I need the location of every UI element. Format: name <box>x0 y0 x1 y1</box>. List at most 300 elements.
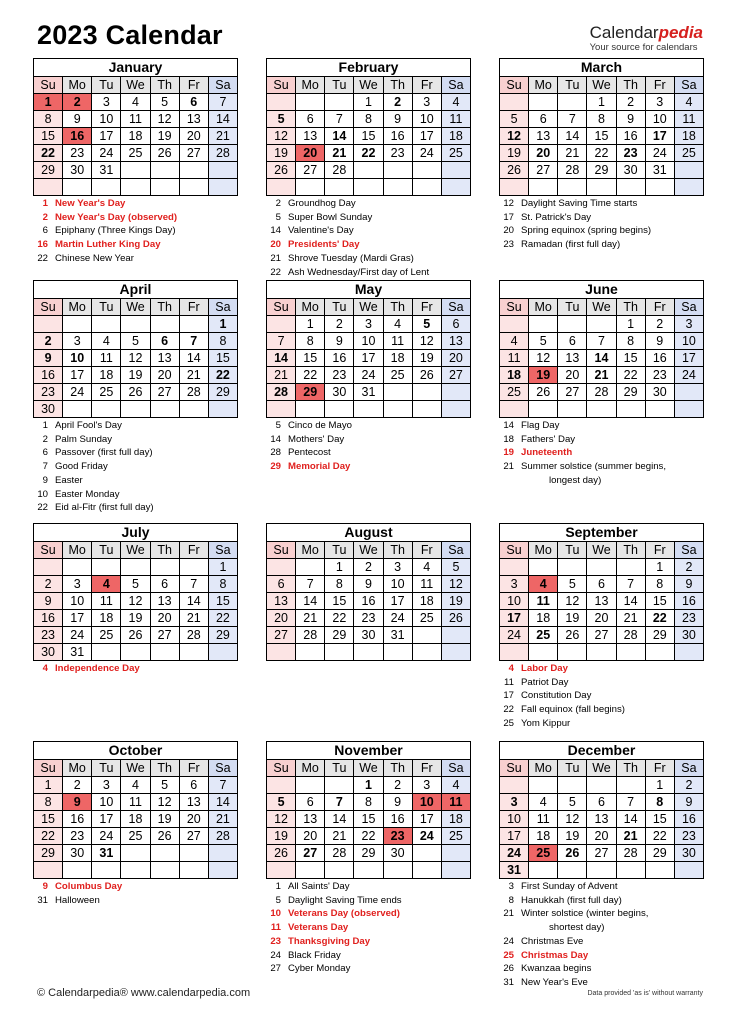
day-cell[interactable]: 3 <box>500 576 529 593</box>
day-cell[interactable]: 26 <box>500 162 529 179</box>
day-cell[interactable]: 18 <box>500 367 529 384</box>
day-cell[interactable]: 16 <box>617 128 646 145</box>
day-cell[interactable]: 22 <box>325 610 354 627</box>
day-cell[interactable]: 2 <box>384 777 413 794</box>
day-cell[interactable]: 27 <box>442 367 471 384</box>
day-cell[interactable]: 22 <box>587 145 616 162</box>
day-cell[interactable]: 28 <box>209 145 238 162</box>
day-cell[interactable]: 24 <box>63 627 92 644</box>
day-cell[interactable]: 4 <box>384 316 413 333</box>
day-cell[interactable]: 17 <box>63 610 92 627</box>
day-cell[interactable]: 12 <box>151 794 180 811</box>
day-cell[interactable]: 25 <box>442 828 471 845</box>
day-cell[interactable]: 22 <box>617 367 646 384</box>
day-cell[interactable]: 19 <box>267 828 296 845</box>
day-cell[interactable]: 30 <box>617 162 646 179</box>
day-cell[interactable]: 10 <box>92 794 121 811</box>
day-cell[interactable]: 28 <box>558 162 587 179</box>
day-cell[interactable]: 3 <box>92 777 121 794</box>
day-cell[interactable]: 19 <box>500 145 529 162</box>
day-cell[interactable]: 3 <box>384 559 413 576</box>
day-cell[interactable]: 13 <box>442 333 471 350</box>
day-cell[interactable]: 28 <box>617 845 646 862</box>
day-cell[interactable]: 3 <box>92 94 121 111</box>
day-cell[interactable]: 5 <box>121 576 150 593</box>
day-cell[interactable]: 13 <box>529 128 558 145</box>
day-cell[interactable]: 15 <box>209 350 238 367</box>
day-cell[interactable]: 8 <box>296 333 325 350</box>
day-cell[interactable]: 1 <box>354 777 383 794</box>
day-cell[interactable]: 16 <box>384 811 413 828</box>
day-cell[interactable]: 4 <box>442 777 471 794</box>
day-cell[interactable]: 21 <box>267 367 296 384</box>
day-cell[interactable]: 6 <box>296 794 325 811</box>
day-cell[interactable]: 13 <box>296 811 325 828</box>
day-cell[interactable]: 19 <box>558 610 587 627</box>
day-cell[interactable]: 25 <box>121 828 150 845</box>
day-cell[interactable]: 18 <box>529 828 558 845</box>
day-cell[interactable]: 28 <box>325 845 354 862</box>
day-cell[interactable]: 26 <box>151 828 180 845</box>
day-cell[interactable]: 10 <box>500 811 529 828</box>
day-cell[interactable]: 29 <box>209 384 238 401</box>
day-cell[interactable]: 21 <box>296 610 325 627</box>
day-cell[interactable]: 20 <box>151 610 180 627</box>
day-cell[interactable]: 1 <box>296 316 325 333</box>
day-cell[interactable]: 21 <box>325 145 354 162</box>
day-cell[interactable]: 31 <box>500 862 529 879</box>
day-cell[interactable]: 18 <box>413 593 442 610</box>
day-cell[interactable]: 14 <box>180 593 209 610</box>
day-cell[interactable]: 22 <box>34 828 63 845</box>
day-cell[interactable]: 23 <box>325 367 354 384</box>
day-cell[interactable]: 27 <box>587 845 616 862</box>
day-cell[interactable]: 28 <box>587 384 616 401</box>
day-cell[interactable]: 3 <box>675 316 704 333</box>
day-cell[interactable]: 29 <box>325 627 354 644</box>
day-cell[interactable]: 14 <box>558 128 587 145</box>
day-cell[interactable]: 23 <box>617 145 646 162</box>
day-cell[interactable]: 27 <box>151 627 180 644</box>
day-cell[interactable]: 10 <box>500 593 529 610</box>
day-cell[interactable]: 1 <box>354 94 383 111</box>
day-cell[interactable]: 15 <box>646 593 675 610</box>
day-cell[interactable]: 30 <box>675 627 704 644</box>
day-cell[interactable]: 26 <box>558 845 587 862</box>
day-cell[interactable]: 17 <box>413 811 442 828</box>
day-cell[interactable]: 15 <box>354 128 383 145</box>
day-cell[interactable]: 25 <box>92 384 121 401</box>
day-cell[interactable]: 3 <box>354 316 383 333</box>
day-cell[interactable]: 23 <box>354 610 383 627</box>
day-cell[interactable]: 31 <box>646 162 675 179</box>
day-cell[interactable]: 4 <box>500 333 529 350</box>
day-cell[interactable]: 6 <box>558 333 587 350</box>
day-cell[interactable]: 3 <box>413 94 442 111</box>
day-cell[interactable]: 19 <box>121 367 150 384</box>
day-cell[interactable]: 27 <box>267 627 296 644</box>
day-cell[interactable]: 2 <box>325 316 354 333</box>
day-cell[interactable]: 19 <box>442 593 471 610</box>
day-cell[interactable]: 11 <box>500 350 529 367</box>
day-cell[interactable]: 12 <box>151 111 180 128</box>
day-cell[interactable]: 30 <box>354 627 383 644</box>
day-cell[interactable]: 4 <box>442 94 471 111</box>
day-cell[interactable]: 9 <box>646 333 675 350</box>
day-cell[interactable]: 4 <box>121 777 150 794</box>
day-cell[interactable]: 1 <box>646 777 675 794</box>
day-cell[interactable]: 28 <box>617 627 646 644</box>
day-cell[interactable]: 16 <box>384 128 413 145</box>
day-cell[interactable]: 10 <box>354 333 383 350</box>
day-cell[interactable]: 6 <box>151 576 180 593</box>
day-cell[interactable]: 12 <box>267 811 296 828</box>
day-cell[interactable]: 31 <box>384 627 413 644</box>
day-cell[interactable]: 20 <box>558 367 587 384</box>
day-cell[interactable]: 1 <box>646 559 675 576</box>
day-cell[interactable]: 18 <box>675 128 704 145</box>
day-cell[interactable]: 12 <box>558 593 587 610</box>
day-cell[interactable]: 14 <box>617 593 646 610</box>
day-cell[interactable]: 25 <box>675 145 704 162</box>
day-cell[interactable]: 4 <box>413 559 442 576</box>
day-cell[interactable]: 18 <box>121 811 150 828</box>
day-cell[interactable]: 10 <box>384 576 413 593</box>
day-cell[interactable]: 7 <box>617 576 646 593</box>
day-cell[interactable]: 30 <box>34 644 63 661</box>
day-cell[interactable]: 29 <box>209 627 238 644</box>
day-cell[interactable]: 20 <box>267 610 296 627</box>
day-cell[interactable]: 6 <box>442 316 471 333</box>
day-cell[interactable]: 15 <box>587 128 616 145</box>
day-cell[interactable]: 10 <box>646 111 675 128</box>
day-cell[interactable]: 2 <box>63 777 92 794</box>
day-cell[interactable]: 23 <box>384 145 413 162</box>
day-cell[interactable]: 19 <box>121 610 150 627</box>
day-cell[interactable]: 4 <box>92 333 121 350</box>
day-cell[interactable]: 25 <box>413 610 442 627</box>
day-cell[interactable]: 16 <box>63 128 92 145</box>
day-cell[interactable]: 10 <box>63 350 92 367</box>
day-cell[interactable]: 31 <box>354 384 383 401</box>
day-cell[interactable]: 11 <box>442 794 471 811</box>
day-cell[interactable]: 29 <box>646 845 675 862</box>
day-cell[interactable]: 28 <box>209 828 238 845</box>
day-cell[interactable]: 28 <box>267 384 296 401</box>
day-cell[interactable]: 14 <box>325 811 354 828</box>
day-cell[interactable]: 12 <box>267 128 296 145</box>
day-cell[interactable]: 12 <box>413 333 442 350</box>
day-cell[interactable]: 17 <box>92 811 121 828</box>
day-cell[interactable]: 23 <box>675 610 704 627</box>
day-cell[interactable]: 11 <box>413 576 442 593</box>
day-cell[interactable]: 30 <box>384 845 413 862</box>
day-cell[interactable]: 16 <box>675 593 704 610</box>
day-cell[interactable]: 20 <box>587 610 616 627</box>
day-cell[interactable]: 13 <box>180 111 209 128</box>
day-cell[interactable]: 12 <box>442 576 471 593</box>
day-cell[interactable]: 1 <box>34 777 63 794</box>
day-cell[interactable]: 15 <box>209 593 238 610</box>
day-cell[interactable]: 22 <box>209 610 238 627</box>
day-cell[interactable]: 18 <box>529 610 558 627</box>
day-cell[interactable]: 8 <box>354 111 383 128</box>
day-cell[interactable]: 9 <box>63 794 92 811</box>
day-cell[interactable]: 31 <box>92 845 121 862</box>
day-cell[interactable]: 27 <box>180 145 209 162</box>
day-cell[interactable]: 24 <box>354 367 383 384</box>
day-cell[interactable]: 13 <box>267 593 296 610</box>
day-cell[interactable]: 1 <box>34 94 63 111</box>
day-cell[interactable]: 16 <box>63 811 92 828</box>
day-cell[interactable]: 6 <box>296 111 325 128</box>
day-cell[interactable]: 17 <box>675 350 704 367</box>
day-cell[interactable]: 28 <box>296 627 325 644</box>
day-cell[interactable]: 24 <box>500 627 529 644</box>
day-cell[interactable]: 7 <box>180 333 209 350</box>
day-cell[interactable]: 16 <box>34 367 63 384</box>
day-cell[interactable]: 11 <box>529 811 558 828</box>
day-cell[interactable]: 2 <box>646 316 675 333</box>
day-cell[interactable]: 18 <box>121 128 150 145</box>
day-cell[interactable]: 2 <box>34 333 63 350</box>
day-cell[interactable]: 11 <box>92 350 121 367</box>
day-cell[interactable]: 26 <box>442 610 471 627</box>
day-cell[interactable]: 5 <box>151 94 180 111</box>
day-cell[interactable]: 15 <box>646 811 675 828</box>
day-cell[interactable]: 23 <box>675 828 704 845</box>
day-cell[interactable]: 6 <box>587 576 616 593</box>
day-cell[interactable]: 5 <box>267 794 296 811</box>
day-cell[interactable]: 29 <box>34 162 63 179</box>
day-cell[interactable]: 6 <box>151 333 180 350</box>
day-cell[interactable]: 24 <box>63 384 92 401</box>
day-cell[interactable]: 24 <box>413 828 442 845</box>
day-cell[interactable]: 26 <box>151 145 180 162</box>
day-cell[interactable]: 20 <box>296 828 325 845</box>
day-cell[interactable]: 12 <box>121 350 150 367</box>
day-cell[interactable]: 22 <box>646 610 675 627</box>
day-cell[interactable]: 15 <box>34 128 63 145</box>
day-cell[interactable]: 20 <box>180 128 209 145</box>
day-cell[interactable]: 14 <box>325 128 354 145</box>
day-cell[interactable]: 13 <box>587 593 616 610</box>
day-cell[interactable]: 19 <box>267 145 296 162</box>
day-cell[interactable]: 15 <box>325 593 354 610</box>
day-cell[interactable]: 7 <box>209 94 238 111</box>
day-cell[interactable]: 19 <box>529 367 558 384</box>
day-cell[interactable]: 12 <box>121 593 150 610</box>
day-cell[interactable]: 14 <box>209 111 238 128</box>
day-cell[interactable]: 10 <box>675 333 704 350</box>
day-cell[interactable]: 11 <box>675 111 704 128</box>
day-cell[interactable]: 8 <box>34 111 63 128</box>
day-cell[interactable]: 22 <box>354 828 383 845</box>
day-cell[interactable]: 29 <box>646 627 675 644</box>
day-cell[interactable]: 6 <box>587 794 616 811</box>
day-cell[interactable]: 30 <box>63 162 92 179</box>
day-cell[interactable]: 7 <box>180 576 209 593</box>
day-cell[interactable]: 9 <box>63 111 92 128</box>
day-cell[interactable]: 3 <box>413 777 442 794</box>
day-cell[interactable]: 3 <box>646 94 675 111</box>
day-cell[interactable]: 7 <box>617 794 646 811</box>
day-cell[interactable]: 14 <box>617 811 646 828</box>
day-cell[interactable]: 24 <box>646 145 675 162</box>
day-cell[interactable]: 9 <box>384 111 413 128</box>
day-cell[interactable]: 30 <box>675 845 704 862</box>
day-cell[interactable]: 21 <box>209 811 238 828</box>
day-cell[interactable]: 10 <box>92 111 121 128</box>
day-cell[interactable]: 26 <box>267 845 296 862</box>
day-cell[interactable]: 16 <box>675 811 704 828</box>
day-cell[interactable]: 7 <box>296 576 325 593</box>
day-cell[interactable]: 25 <box>442 145 471 162</box>
day-cell[interactable]: 11 <box>384 333 413 350</box>
day-cell[interactable]: 8 <box>646 794 675 811</box>
day-cell[interactable]: 9 <box>34 593 63 610</box>
day-cell[interactable]: 26 <box>413 367 442 384</box>
day-cell[interactable]: 20 <box>587 828 616 845</box>
day-cell[interactable]: 24 <box>675 367 704 384</box>
day-cell[interactable]: 6 <box>180 94 209 111</box>
day-cell[interactable]: 2 <box>63 94 92 111</box>
day-cell[interactable]: 5 <box>121 333 150 350</box>
day-cell[interactable]: 12 <box>529 350 558 367</box>
day-cell[interactable]: 24 <box>92 828 121 845</box>
day-cell[interactable]: 21 <box>209 128 238 145</box>
day-cell[interactable]: 29 <box>34 845 63 862</box>
day-cell[interactable]: 8 <box>209 576 238 593</box>
day-cell[interactable]: 10 <box>63 593 92 610</box>
day-cell[interactable]: 28 <box>325 162 354 179</box>
day-cell[interactable]: 26 <box>121 627 150 644</box>
day-cell[interactable]: 18 <box>442 128 471 145</box>
day-cell[interactable]: 5 <box>151 777 180 794</box>
day-cell[interactable]: 4 <box>92 576 121 593</box>
day-cell[interactable]: 3 <box>500 794 529 811</box>
day-cell[interactable]: 24 <box>92 145 121 162</box>
day-cell[interactable]: 5 <box>558 794 587 811</box>
day-cell[interactable]: 21 <box>587 367 616 384</box>
day-cell[interactable]: 4 <box>529 794 558 811</box>
day-cell[interactable]: 21 <box>617 828 646 845</box>
day-cell[interactable]: 26 <box>267 162 296 179</box>
day-cell[interactable]: 26 <box>121 384 150 401</box>
day-cell[interactable]: 31 <box>63 644 92 661</box>
day-cell[interactable]: 29 <box>354 845 383 862</box>
day-cell[interactable]: 15 <box>296 350 325 367</box>
day-cell[interactable]: 18 <box>384 350 413 367</box>
day-cell[interactable]: 24 <box>384 610 413 627</box>
day-cell[interactable]: 20 <box>180 811 209 828</box>
day-cell[interactable]: 2 <box>354 559 383 576</box>
day-cell[interactable]: 5 <box>413 316 442 333</box>
day-cell[interactable]: 30 <box>63 845 92 862</box>
day-cell[interactable]: 23 <box>63 828 92 845</box>
day-cell[interactable]: 14 <box>587 350 616 367</box>
day-cell[interactable]: 23 <box>34 627 63 644</box>
day-cell[interactable]: 13 <box>180 794 209 811</box>
day-cell[interactable]: 27 <box>529 162 558 179</box>
day-cell[interactable]: 3 <box>63 333 92 350</box>
day-cell[interactable]: 26 <box>558 627 587 644</box>
day-cell[interactable]: 10 <box>413 111 442 128</box>
day-cell[interactable]: 21 <box>558 145 587 162</box>
day-cell[interactable]: 9 <box>325 333 354 350</box>
day-cell[interactable]: 27 <box>587 627 616 644</box>
day-cell[interactable]: 1 <box>587 94 616 111</box>
day-cell[interactable]: 23 <box>63 145 92 162</box>
day-cell[interactable]: 25 <box>384 367 413 384</box>
day-cell[interactable]: 20 <box>296 145 325 162</box>
day-cell[interactable]: 28 <box>180 384 209 401</box>
day-cell[interactable]: 18 <box>442 811 471 828</box>
day-cell[interactable]: 19 <box>151 128 180 145</box>
day-cell[interactable]: 16 <box>646 350 675 367</box>
day-cell[interactable]: 30 <box>34 401 63 418</box>
day-cell[interactable]: 2 <box>617 94 646 111</box>
day-cell[interactable]: 2 <box>384 94 413 111</box>
day-cell[interactable]: 11 <box>121 111 150 128</box>
day-cell[interactable]: 19 <box>151 811 180 828</box>
day-cell[interactable]: 12 <box>558 811 587 828</box>
day-cell[interactable]: 25 <box>121 145 150 162</box>
day-cell[interactable]: 14 <box>267 350 296 367</box>
day-cell[interactable]: 5 <box>529 333 558 350</box>
day-cell[interactable]: 17 <box>413 128 442 145</box>
day-cell[interactable]: 8 <box>587 111 616 128</box>
day-cell[interactable]: 9 <box>617 111 646 128</box>
day-cell[interactable]: 21 <box>180 367 209 384</box>
day-cell[interactable]: 26 <box>529 384 558 401</box>
day-cell[interactable]: 27 <box>558 384 587 401</box>
day-cell[interactable]: 18 <box>92 367 121 384</box>
day-cell[interactable]: 29 <box>587 162 616 179</box>
day-cell[interactable]: 6 <box>529 111 558 128</box>
day-cell[interactable]: 15 <box>354 811 383 828</box>
day-cell[interactable]: 17 <box>92 128 121 145</box>
day-cell[interactable]: 29 <box>296 384 325 401</box>
day-cell[interactable]: 11 <box>529 593 558 610</box>
day-cell[interactable]: 5 <box>267 111 296 128</box>
day-cell[interactable]: 17 <box>500 828 529 845</box>
day-cell[interactable]: 6 <box>180 777 209 794</box>
day-cell[interactable]: 9 <box>675 576 704 593</box>
day-cell[interactable]: 14 <box>180 350 209 367</box>
day-cell[interactable]: 4 <box>529 576 558 593</box>
day-cell[interactable]: 21 <box>617 610 646 627</box>
day-cell[interactable]: 22 <box>646 828 675 845</box>
day-cell[interactable]: 7 <box>267 333 296 350</box>
day-cell[interactable]: 14 <box>209 794 238 811</box>
day-cell[interactable]: 2 <box>675 559 704 576</box>
day-cell[interactable]: 8 <box>209 333 238 350</box>
day-cell[interactable]: 8 <box>646 576 675 593</box>
day-cell[interactable]: 9 <box>34 350 63 367</box>
day-cell[interactable]: 21 <box>180 610 209 627</box>
brand-logo[interactable] <box>590 24 703 53</box>
day-cell[interactable]: 8 <box>325 576 354 593</box>
day-cell[interactable]: 12 <box>500 128 529 145</box>
day-cell[interactable]: 5 <box>500 111 529 128</box>
day-cell[interactable]: 30 <box>325 384 354 401</box>
day-cell[interactable]: 13 <box>558 350 587 367</box>
day-cell[interactable]: 4 <box>121 94 150 111</box>
day-cell[interactable]: 17 <box>354 350 383 367</box>
day-cell[interactable]: 17 <box>63 367 92 384</box>
day-cell[interactable]: 9 <box>354 576 383 593</box>
